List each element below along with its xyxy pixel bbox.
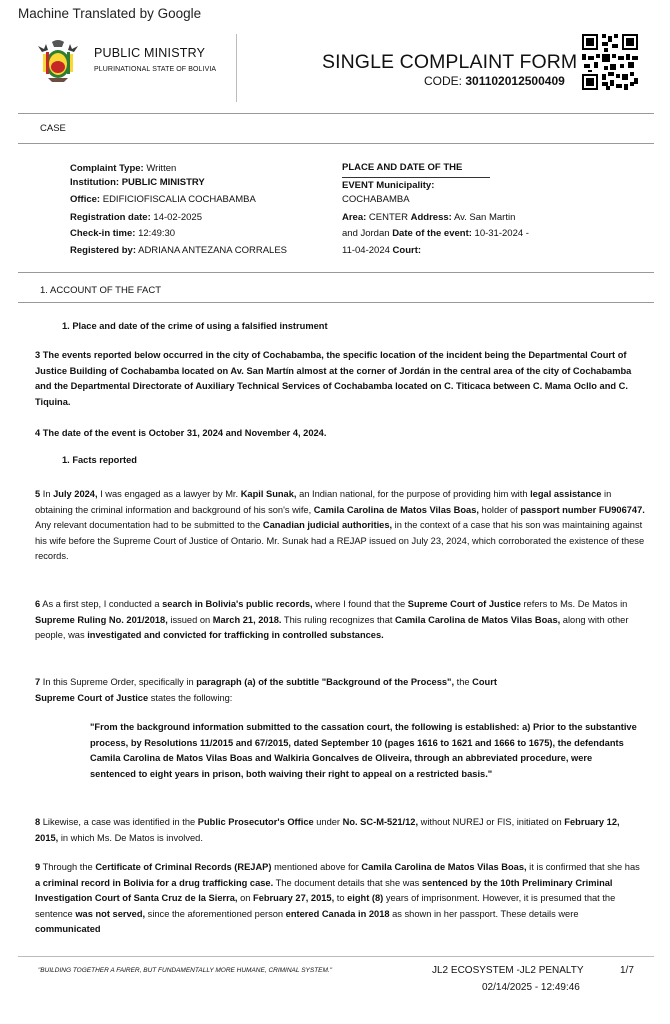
paragraph-5: 5 In July 2024, I was engaged as a lawyer by Mr. Kapil Sunak, an Indian national, for the purpose of providing him with legal assistance in obtaining the criminal information and background of his son's wife, Camila Carolina de Matos Vilas Boas, holder of passport number FU906747. Any relevant documentation had to be submitted to the Canadian judicial authorities, in the context of a case that his son was maintaining against his wife before the Supreme Court of Justice of Ontario. Mr. Sunak had a REJAP issued on July 23, 2024, which corroborated the existence of these records. [35, 489, 645, 561]
check-in-time: Check-in time: 12:49:30 [70, 228, 176, 239]
subheading-place-date: 1. Place and date of the crime of using a falsified instrument [62, 321, 328, 331]
paragraph-3: 3 The events reported below occurred in the city of Cochabamba, the specific location of the incident being the Departmental Court of Justice Building of Cochabamba located on Av. San Martín almost at the corner of Jordán in the central area of the city of Cochabamba and the Departmental Directorate of Auxiliary Technical Services of Cochabamba located on C. Titicaca between C. Mama Ocllo and C. Tiquina. [35, 350, 632, 407]
ministry-name: PUBLIC MINISTRY [94, 46, 206, 60]
quoted-ruling: "From the background information submitted to the cassation court, the following is established: a) Prior to the substantive process, by Resolutions 11/2015 and 67/2015, dated September 10 (pages 1616 to 1621 and 1666 to 1675), the defendants Camila Carolina de Matos Vilas Boas and Walkiria Goncalves de Oliveira, through an abbreviated procedure, were sentenced to eight years in prison, both waiving their right to appeal on a restricted basis." [90, 722, 637, 779]
machine-translation-banner: Machine Translated by Google [18, 6, 202, 21]
divider [18, 113, 654, 114]
qr-code-icon [582, 34, 638, 90]
paragraph-4: 4 The date of the event is October 31, 2024 and November 4, 2024. [35, 428, 327, 438]
divider [18, 302, 654, 303]
institution: Institution: PUBLIC MINISTRY [70, 177, 205, 188]
office: Office: EDIFICIOFISCALIA COCHABAMBA [70, 194, 256, 205]
header-divider [236, 34, 237, 102]
event-area-address: Area: CENTER Address: Av. San Martin [342, 212, 516, 223]
registered-by: Registered by: ADRIANA ANTEZANA CORRALES [70, 245, 287, 256]
form-code: CODE: 301102012500409 [424, 74, 565, 88]
paragraph-7: 7 In this Supreme Order, specifically in paragraph (a) of the subtitle "Background of the Process", the Court Supreme Court of Justice states the following: [35, 677, 497, 703]
event-address-date: and Jordan Date of the event: 10-31-2024 - [342, 228, 529, 239]
paragraph-6: 6 As a first step, I conducted a search in Bolivia's public records, where I found that the Supreme Court of Justice refers to Ms. De Matos in Supreme Ruling No. 201/2018, issued on March 21, 2018. This ruling recognizes that Camila Carolina de Matos Vilas Boas, along with other people, was investigated and convicted for trafficking in controlled substances. [35, 599, 629, 640]
case-label: CASE [40, 123, 66, 134]
bolivia-coat-of-arms-icon [36, 38, 80, 84]
footer-divider [18, 956, 654, 957]
footer-ecosystem: JL2 ECOSYSTEM -JL2 PENALTY [432, 965, 584, 976]
event-municipality-label: EVENT Municipality: [342, 180, 435, 191]
page-number: 1/7 [620, 965, 634, 976]
form-code-value: 301102012500409 [465, 74, 565, 88]
event-municipality: COCHABAMBA [342, 194, 410, 205]
event-date-court: 11-04-2024 Court: [342, 245, 422, 256]
footer-slogan: "BUILDING TOGETHER A FAIRER, BUT FUNDAMENTALLY MORE HUMANE, CRIMINAL SYSTEM." [38, 967, 333, 974]
subheading-facts-reported: 1. Facts reported [62, 455, 137, 465]
ministry-subtitle: PLURINATIONAL STATE OF BOLIVIA [94, 66, 217, 73]
registration-date: Registration date: 14-02-2025 [70, 212, 202, 223]
divider [18, 272, 654, 273]
form-title: SINGLE COMPLAINT FORM [322, 51, 578, 73]
paragraph-8: 8 Likewise, a case was identified in the Public Prosecutor's Office under No. SC-M-521/12, without NUREJ or FIS, initiated on February 12, 2015, in which Ms. De Matos is involved. [35, 817, 620, 843]
section-title: 1. ACCOUNT OF THE FACT [40, 285, 162, 296]
divider [18, 143, 654, 144]
paragraph-9: 9 Through the Certificate of Criminal Records (REJAP) mentioned above for Camila Carolina de Matos Vilas Boas, it is confirmed that she has a criminal record in Bolivia for a drug trafficking case. The document details that she was sentenced by the 10th Preliminary Criminal Investigation Court of Santa Cruz de la Sierra, on February 27, 2015, to eight (8) years of imprisonment. However, it is presumed that the sentence was not served, since the aforementioned person entered Canada in 2018 as shown in her passport. These details were communicated [35, 862, 640, 934]
place-date-heading: PLACE AND DATE OF THE [342, 162, 490, 178]
complaint-type: Complaint Type: Written [70, 163, 177, 174]
footer-timestamp: 02/14/2025 - 12:49:46 [482, 982, 580, 993]
